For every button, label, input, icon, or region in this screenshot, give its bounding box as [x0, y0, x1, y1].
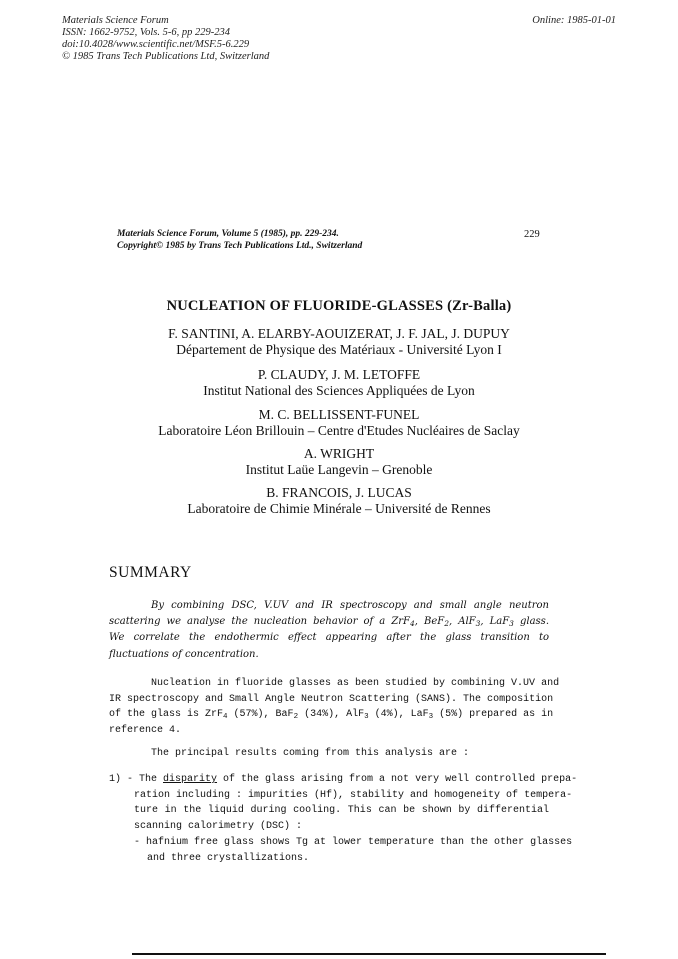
- authors: F. SANTINI, A. ELARBY-AOUIZERAT, J. F. JAL, J. DUPUY: [168, 326, 510, 341]
- author-group-3: [0, 407, 678, 438]
- author-group-5: [0, 485, 678, 516]
- publication-info: [62, 15, 269, 63]
- authors: M. C. BELLISSENT-FUNEL: [258, 407, 420, 422]
- summary-heading: SUMMARY: [109, 564, 192, 581]
- paragraph-line: IR spectroscopy and Small Angle Neutron Scattering (SANS). The composition: [109, 693, 554, 705]
- institution: Institut National des Sciences Appliquées de Lyon: [203, 382, 475, 398]
- journal-volume-line: Materials Science Forum, Volume 5 (1985), pp. 229-234.: [117, 229, 339, 239]
- abstract-line: By combining DSC, V.UV and IR spectroscopy and small angle neutron: [151, 600, 549, 611]
- item-line: 1) - The disparity of the glass arising from a not very well controlled prepa-: [109, 774, 578, 785]
- sub-item-line: - hafnium free glass shows Tg at lower temperature than the other glasses: [134, 836, 573, 848]
- abstract-line: We correlate the endothermic effect appearing after the glass transition to: [109, 632, 549, 644]
- author-group-1: [0, 326, 678, 357]
- issn-line: ISSN: 1662-9752, Vols. 5-6, pp 229-234: [62, 27, 230, 38]
- item-line: ration including : impurities (Hf), stability and homogeneity of tempera-: [134, 789, 573, 801]
- institution: Département de Physique des Matériaux - Université Lyon I: [176, 341, 502, 357]
- author-group-4: [0, 446, 678, 477]
- item-line: ture in the liquid during cooling. This can be shown by differential: [134, 805, 549, 817]
- institution: Laboratoire Léon Brillouin – Centre d'Etudes Nucléaires de Saclay: [158, 422, 520, 438]
- journal-header: [117, 229, 362, 252]
- institution: Institut Laüe Langevin – Grenoble: [245, 461, 433, 477]
- sub-item-line: and three crystallizations.: [147, 852, 310, 864]
- abstract: [109, 598, 549, 663]
- institution: Laboratoire de Chimie Minérale – Université de Rennes: [187, 500, 491, 516]
- paper-title: NUCLEATION OF FLUORIDE-GLASSES (Zr-Balla): [166, 298, 512, 314]
- underlined-word: disparity: [163, 774, 218, 785]
- paragraph-2: The principal results coming from this analysis are :: [151, 748, 470, 759]
- result-item-1: [109, 772, 578, 866]
- paragraph-1: [109, 676, 560, 739]
- journal-copyright-line: Copyright© 1985 by Trans Tech Publications Ltd., Switzerland: [117, 240, 363, 251]
- item-line: scanning calorimetry (DSC) :: [134, 821, 303, 833]
- authors: B. FRANCOIS, J. LUCAS: [266, 485, 412, 500]
- copyright-line: © 1985 Trans Tech Publications Ltd, Switzerland: [62, 51, 270, 62]
- abstract-line: scattering we analyse the nucleation behavior of a ZrF$_4$, BeF$_2$, AlF$_3$, LaF$_3$ glass.: [109, 616, 549, 629]
- doi-line: doi:10.4028/www.scientific.net/MSF.5-6.229: [62, 39, 250, 50]
- paragraph-line: reference 4.: [109, 725, 182, 737]
- paragraph-line: Nucleation in fluoride glasses as been studied by combining V.UV and: [151, 678, 560, 689]
- authors: A. WRIGHT: [303, 446, 375, 461]
- authors: P. CLAUDY, J. M. LETOFFE: [257, 367, 421, 382]
- journal-name: Materials Science Forum: [62, 15, 169, 26]
- paragraph-line: of the glass is ZrF$_4$ (57%), BaF$_2$ (34%), AlF$_3$ (4%), LaF$_3$ (5%) prepared as in: [109, 709, 554, 722]
- online-date: Online: 1985-01-01: [532, 15, 616, 26]
- bottom-rule: [132, 953, 606, 955]
- abstract-line: fluctuations of concentration.: [109, 648, 259, 660]
- author-group-2: [0, 367, 678, 398]
- page-number: 229: [524, 229, 540, 240]
